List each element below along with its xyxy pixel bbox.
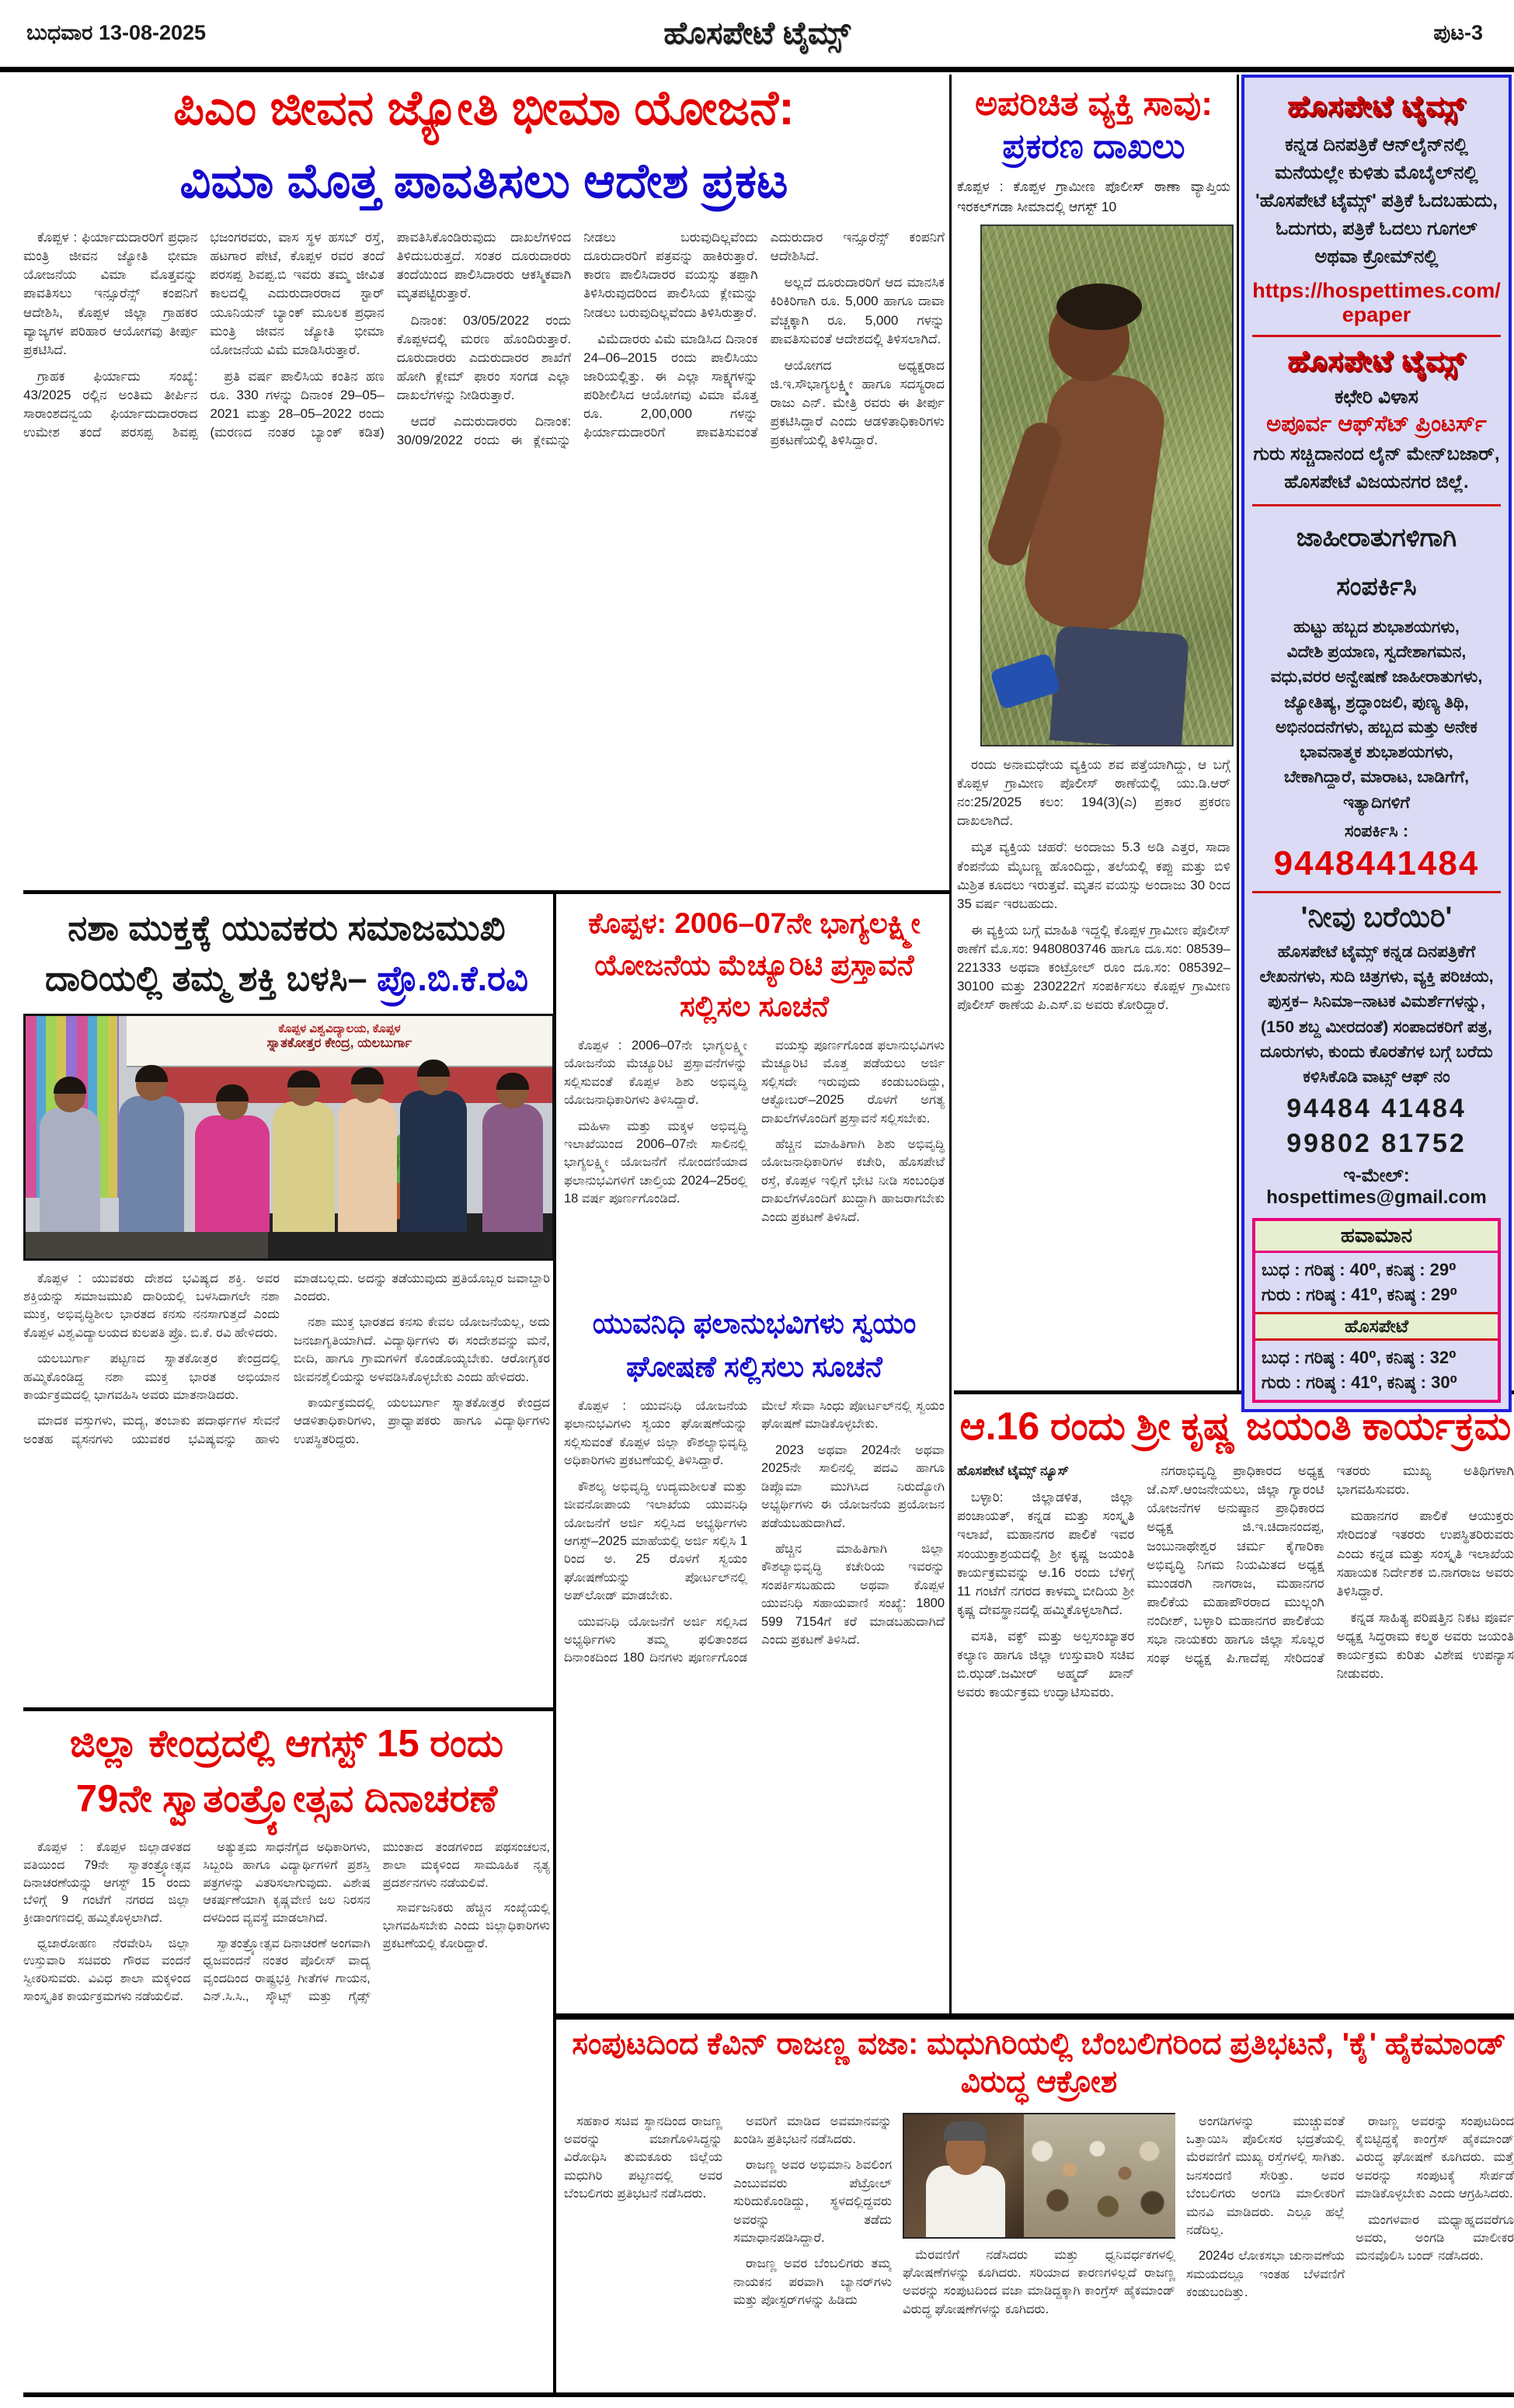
article-paragraph: ಆದರೆ ಎದುರುದಾರರು ದಿನಾಂಕ: 30/09/2022 ರಂದು ಈ ಕ್ಲೇಮನ್ನು ನೀಡಲು ಬರುವುದಿಲ್ಲವೆಂದು ದೂರುದಾರರಿಗೆ ಪತ್ರವನ್ನು ಹಾಕಿರುತ್ತಾರೆ. ಕಾರಣ ಪಾಲಿಸಿದಾರರ ವಯಸ್ಸು ತಪ್ಪಾಗಿ ತಿಳಿಸಿರುವುದರಿಂದ ಪಾಲಿಸಿಯ ಕ್ಲೇಮನ್ನು ನೀಡಲು ಬರುವುದಿಲ್ಲವೆಂದು ತಿಳಿಸಿರುತ್ತಾರೆ. [396,230,758,448]
weather-widget [1252,1218,1501,1403]
article-paragraph: ಹೊಸಪೇಟೆ ಟೈಮ್ಸ್ ನ್ಯೂಸ್ [957,1463,1070,1478]
col-rule-mid [949,75,952,2013]
photo-unidentified-body [980,224,1234,746]
weather-section-koppal [1255,1253,1498,1312]
photo-banner [127,1016,552,1067]
bhagya-headline: ಕೊಪ್ಪಳ: 2006–07ನೇ ಭಾಗ್ಯಲಕ್ಷ್ಮೀ ಯೋಜನೆಯ ಮೆಚ್ಯೂರಿಟಿ ಪ್ರಸ್ತಾವನೆ ಸಲ್ಲಿಸಲ ಸೂಚನೆ [588,907,921,1023]
article-paragraph: ಸ್ವಾತಂತ್ರ್ಯೋತ್ಸವ ದಿನಾಚರಣೆ ಅಂಗವಾಗಿ ಧ್ವಜವಂದನೆ ನಂತರ ಪೊಲೀಸ್ ವಾದ್ಯ ವೃಂದದಿಂದ ರಾಷ್ಟ್ರಭಕ್ತಿ ಗೀತೆಗಳ ಗಾಯನ, ಎನ್.ಸಿ.ಸಿ., ಸ್ಕೌಟ್ಸ್ ಮತ್ತು ಗೈಡ್ಸ್ ಮುಂತಾದ ತಂಡಗಳಿಂದ ಪಥಸಂಚಲನ, ಶಾಲಾ ಮಕ್ಕಳಿಂದ ಸಾಮೂಹಿಕ ನೃತ್ಯ ಪ್ರದರ್ಶನಗಳು ನಡೆಯಲಿವೆ. [203,1841,550,2003]
article-nasha-mukta [23,903,550,1703]
ads-category-line: ಭಾವನಾತ್ಮಕ ಶುಭಾಶಯಗಳು, [1300,743,1453,762]
photo-person-3 [195,1115,270,1232]
death-article-body [957,756,1230,1023]
photo-banner-line1: ಕೊಪ್ಪಳ ವಿಶ್ವವಿದ್ಯಾಲಯ, ಕೊಪ್ಪಳ [278,1021,401,1035]
article-paragraph: ಗ್ರಾಹಕ ಫಿರ್ಯಾದು ಸಂಖ್ಯೆ: 43/2025 ರಲ್ಲಿನ ಅಂತಿಮ ತೀರ್ಪಿನ ಸಾರಾಂಶದನ್ವಯ ಫಿರ್ಯಾದುದಾರರಾದ ಉಮೇಶ ತಂದೆ ಪರಸಪ್ಪ ಶಿವಪ್ಪ ಭಜಂಗರವರು, ವಾಸ ಸ್ಥಳ ಹಸಬ್ ರಸ್ತೆ, ಹಟಗಾರ ಪೇಟೆ, ಕೊಪ್ಪಳ ರವರ ತಂದೆ ಪರಸಪ್ಪ ಶಿವಪ್ಪ.ಬಿ ಇವರು ತಮ್ಮ ಜೀವಿತ ಕಾಲದಲ್ಲಿ ಎದುರುದಾರರಾದ ಸ್ಟಾರ್ ಯೂನಿಯನ್ ಬ್ಯಾಂಕ್ ಮೂಲಕ ಪ್ರಧಾನ ಮಂತ್ರಿ ಜೀವನ ಜ್ಯೋತಿ ಭೀಮಾ ಯೋಜನೆಯ ವಿಮೆ ಮಾಡಿಸಿರುತ್ತಾರೆ. [23,230,385,440]
ads-category-line: ವಿದೇಶಿ ಪ್ರಯಾಣ, ಸ್ವದೇಶಾಗಮನ, [1286,642,1467,662]
article-paragraph: ಪ್ರತಿ ವರ್ಷ ಪಾಲಿಸಿಯ ಕಂತಿನ ಹಣ ರೂ. 330 ಗಳನ್ನು ದಿನಾಂಕ 29–05–2021 ಮತ್ತು 28–05–2022 ರಂದು (ಮರಣದ ನಂತರ ಬ್ಯಾಂಕ್ ಕಡಿತ) ಪಾವತಿಸಿಕೊಂಡಿರುವುದು ದಾಖಲೆಗಳಿಂದ ತಿಳಿದುಬರುತ್ತದೆ. ಸಂತರ ದೂರುದಾರರು ತಂದೆಯಿಂದ ಪಾಲಿಸಿದಾರರು ಆಕಸ್ಮಿಕವಾಗಿ ಮೃತಪಟ್ಟಿರುತ್ತಾರೆ. [210,230,572,440]
contact-phone: 9448441484 [1273,844,1480,882]
article-paragraph: ರಂದು ಅನಾಮಧೇಯ ವ್ಯಕ್ತಿಯ ಶವ ಪತ್ತೆಯಾಗಿದ್ದು, ಆ ಬಗ್ಗೆ ಕೊಪ್ಪಳ ಗ್ರಾಮೀಣ ಪೊಲೀಸ್ ಠಾಣೆಯಲ್ಲಿ ಯು.ಡಿ.ಆರ್ ನಂ:25/2025 ಕಲಂ: 194(3)(ಎ) ಪ್ರಕಾರ ಪ್ರಕರಣ ದಾಖಲಾಗಿದೆ. [957,757,1230,829]
article-paragraph: ಕೊಪ್ಪಳ : ಕೊಪ್ಪಳ ಜಿಲ್ಲಾಡಳಿತದ ವತಿಯಿಂದ 79ನೇ ಸ್ವಾತಂತ್ರ್ಯೋತ್ಸವ ದಿನಾಚರಣೆಯನ್ನು ಆಗಸ್ಟ್ 15 ರಂದು ಬೆಳಿಗ್ಗೆ 9 ಗಂಟೆಗೆ ನಗರದ ಜಿಲ್ಲಾ ಕ್ರೀಡಾಂಗಣದಲ್ಲಿ ಹಮ್ಮಿಕೊಳ್ಳಲಾಗಿದೆ. [23,1841,191,1925]
photo-figure-shorts [1049,625,1189,746]
weather-row: ಬುಧ : ಗರಿಷ್ಠ : 40⁰, ಕನಿಷ್ಠ : 32⁰ [1262,1348,1457,1368]
masthead-title: ಹೊಸಪೇಟೆ ಟೈಮ್ಸ್ [663,16,851,50]
office-address: ಗುರು ಸಚ್ಚಿದಾನಂದ ಲೈನ್ ಮೇನ್‌ಬಜಾರ್, ಹೊಸಪೇಟೆ ವಿಜಯನಗರ ಜಿಲ್ಲೆ. [1253,444,1500,492]
main-headline-line1: ಪಿಎಂ ಜೀವನ ಜ್ಯೋತಿ ಭೀಮಾ ಯೋಜನೆ: [173,82,795,135]
photo-event-group [23,1014,555,1261]
photo-person-5 [338,1098,397,1232]
page-header [0,0,1514,67]
weather-city-hosapete: ಹೊಸಪೇಟೆ [1255,1312,1498,1341]
sidebar-adverts [1241,75,1512,1412]
krishna-article-body [957,1462,1514,1959]
article-pm-jeevan-jyoti [23,78,945,887]
rajanna-columns [564,2113,1514,2408]
politician-shirt [926,2166,1005,2237]
rajanna-col-5 [1356,2113,1514,2408]
article-paragraph: ವಸತಿ, ವಕ್ಫ್ ಮತ್ತು ಅಲ್ಪಸಂಖ್ಯಾತರ ಕಲ್ಯಾಣ ಹಾಗೂ ಜಿಲ್ಲಾ ಉಸ್ತುವಾರಿ ಸಚಿವ ಬಿ.ಝಡ್.ಜಮೀರ್ ಅಹ್ಮದ್ ಖಾನ್ ಅವರು ಕಾರ್ಯಕ್ರಮ ಉದ್ಘಾಟಿಸುವರು. [957,1629,1135,1700]
ads-category-line: ಇತ್ಯಾದಿಗಳಿಗೆ [1343,792,1410,812]
contact-label: ಸಂಪರ್ಕಿಸಿ : [1344,820,1409,840]
photo-person-2 [119,1096,184,1232]
office-address-label: ಕಛೇರಿ ವಿಳಾಸ [1335,386,1418,408]
sidebar-logo-top: ಹೊಸಪೇಟೆ ಟೈಮ್ಸ್ [1287,90,1466,122]
photo-crowd-panel [1024,2114,1175,2237]
article-paragraph: ಅವರಿಗೆ ಮಾಡಿದ ಅವಮಾನವನ್ನು ಖಂಡಿಸಿ ಪ್ರತಿಭಟನೆ ನಡೆಸಿದರು. [733,2114,893,2146]
article-paragraph: ಯುವನಿಧಿ ಯೋಜನೆಗೆ ಅರ್ಜಿ ಸಲ್ಲಿಸಿದ ಅಭ್ಯರ್ಥಿಗಳು ತಮ್ಮ ಫಲಿತಾಂಶದ ದಿನಾಂಕದಿಂದ 180 ದಿನಗಳು ಪೂರ್ಣಗೊಂಡ ಮೇಲೆ ಸೇವಾ ಸಿಂಧು ಪೋರ್ಟಲ್‌ನಲ್ಲಿ ಸ್ವಯಂ ಘೋಷಣೆ ಮಾಡಿಕೊಳ್ಳಬೇಕು. [564,1399,945,1665]
epaper-url: https://hospettimes.com/epaper [1252,279,1501,326]
article-paragraph: ಸಹಕಾರ ಸಚಿವ ಸ್ಥಾನದಿಂದ ರಾಜಣ್ಣ ಅವರನ್ನು ವಜಾಗೊಳಿಸಿದ್ದನ್ನು ವಿರೋಧಿಸಿ ತುಮಕೂರು ಜಿಲ್ಲೆಯ ಮಧುಗಿರಿ ಪಟ್ಟಣದಲ್ಲಿ ಅವರ ಬೆಂಬಲಿಗರು ಪ್ರತಿಭಟನೆ ನಡೆಸಿದರು. [564,2114,723,2201]
printer-name: ಅಪೂರ್ವ ಆಫ್‌ಸೆಟ್ ಪ್ರಿಂಟರ್ಸ್ [1266,412,1487,437]
article-rajanna-protest [564,2026,1514,2387]
independence-article-body [23,1839,550,2368]
article-paragraph: ಅತ್ಯುತ್ತಮ ಸಾಧನೆಗೈದ ಅಧಿಕಾರಿಗಳು, ಸಿಬ್ಬಂದಿ ಹಾಗೂ ವಿದ್ಯಾರ್ಥಿಗಳಿಗೆ ಪ್ರಶಸ್ತಿ ಪತ್ರಗಳನ್ನು ವಿತರಿಸಲಾಗುವುದು. ವಿಶೇಷ ಆಕರ್ಷಣೆಯಾಗಿ ಕೃಷ್ಣವೇಣಿ ಜಲ ನಿರಸನ ದಳದಿಂದ ವ್ಯವಸ್ಥೆ ಮಾಡಲಾಗಿದೆ. [203,1841,371,1925]
email-address: ಇ-ಮೇಲ್: hospettimes@gmail.com [1266,1165,1487,1209]
article-paragraph: ಅಲ್ಲದೆ ದೂರುದಾರರಿಗೆ ಆದ ಮಾನಸಿಕ ಕಿರಿಕಿರಿಗಾಗಿ ರೂ. 5,000 ಹಾಗೂ ದಾವಾ ವೆಚ್ಚಕ್ಕಾಗಿ ರೂ. 5,000 ಗಳನ್ನು ಪಾವತಿಸುವಂತೆ ಆದೇಶದಲ್ಲಿ ತಿಳಿಸಲಾಗಿದೆ. [770,275,945,346]
photo-politician-panel [904,2114,1024,2237]
article-paragraph: ಅಂಗಡಿಗಳನ್ನು ಮುಚ್ಚುವಂತೆ ಒತ್ತಾಯಿಸಿ ಪೊಲೀಸರ ಭದ್ರತೆಯಲ್ಲಿ ಮೆರವಣಿಗೆ ಮುಖ್ಯ ರಸ್ತೆಗಳಲ್ಲಿ ಸಾಗಿತು. ಜನಸಂದಣಿ ಸೇರಿತ್ತು. ಅವರ ಬೆಂಬಲಿಗರು ಅಂಗಡಿ ಮಾಲೀಕರಿಗೆ ಮನವಿ ಮಾಡಿದರು. ಎಲ್ಲೂ ಹಲ್ಲೆ ನಡೆದಿಲ್ಲ. [1185,2114,1345,2238]
death-lead: ಕೊಪ್ಪಳ : ಕೊಪ್ಪಳ ಗ್ರಾಮೀಣ ಪೊಲೀಸ್ ಠಾಣಾ ವ್ಯಾಪ್ತಿಯ ಇರಕಲ್‌ಗಡಾ ಸೀಮಾದಲ್ಲಿ ಆಗಸ್ಟ್ 10 [957,179,1230,214]
ads-category-line: ವಧು,ವರರ ಅನ್ವೇಷಣೆ ಜಾಹೀರಾತುಗಳು, [1270,667,1483,687]
article-paragraph: ಮಹಾನಗರ ಪಾಲಿಕೆ ಆಯುಕ್ತರು ಸೇರಿದಂತೆ ಇತರರು ಉಪಸ್ಥಿತರಿರುವರು ಎಂದು ಕನ್ನಡ ಮತ್ತು ಸಂಸ್ಕೃತಿ ಇಲಾಖೆಯ ಸಹಾಯಕ ನಿರ್ದೇಶಕ ಬಿ.ನಾಗರಾಜ ಅವರು ತಿಳಿಸಿದ್ದಾರೆ. [1336,1508,1514,1599]
article-paragraph: ಧ್ವಜಾರೋಹಣ ನೆರವೇರಿಸಿ ಜಿಲ್ಲಾ ಉಸ್ತುವಾರಿ ಸಚಿವರು ಗೌರವ ವಂದನೆ ಸ್ವೀಕರಿಸುವರು. ವಿವಿಧ ಶಾಲಾ ಮಕ್ಕಳಿಂದ ಸಾಂಸ್ಕೃತಿಕ ಕಾರ್ಯಕ್ರಮಗಳು ನಡೆಯಲಿವೆ. [23,1936,191,2003]
article-paragraph: ಕೊಪ್ಪಳ : ಯುವನಿಧಿ ಯೋಜನೆಯ ಫಲಾನುಭವಿಗಳು ಸ್ವಯಂ ಘೋಷಣೆಯನ್ನು ಸಲ್ಲಿಸುವಂತೆ ಕೊಪ್ಪಳ ಜಿಲ್ಲಾ ಕೌಶಲ್ಯಾಭಿವೃದ್ಧಿ ಅಧಿಕಾರಿಗಳು ಪ್ರಕಟಣೆಯಲ್ಲಿ ತಿಳಿಸಿದ್ದಾರೆ. [564,1399,747,1468]
main-article-body [23,228,945,864]
article-paragraph: ರಾಜಣ್ಣ ಅವರ ಬೆಂಬಲಿಗರು ತಮ್ಮ ನಾಯಕನ ಪರವಾಗಿ ಬ್ಯಾನರ್‌ಗಳು ಮತ್ತು ಪೋಸ್ಟರ್‌ಗಳನ್ನು ಹಿಡಿದು [733,2257,893,2308]
article-paragraph: ಕೊಪ್ಪಳ : 2006–07ನೇ ಭಾಗ್ಯಲಕ್ಷ್ಮೀ ಯೋಜನೆಯ ಮೆಚ್ಯೂರಿಟಿ ಪ್ರಸ್ತಾವನೆಗಳನ್ನು ಸಲ್ಲಿಸುವಂತೆ ಕೊಪ್ಪಳ ಶಿಶು ಅಭಿವೃದ್ಧಿ ಯೋಜನಾಧಿಕಾರಿಗಳು ತಿಳಿಸಿದ್ದಾರೆ. [564,1038,747,1108]
article-paragraph: 2024ರ ಲೋಕಸಭಾ ಚುನಾವಣೆಯ ಸಮಯದಲ್ಲೂ ಇಂತಹ ಬೆಳವಣಿಗೆ ಕಂಡುಬಂದಿತ್ತು. [1185,2249,1345,2300]
rule-under-main [23,890,949,894]
article-yuvanidhi [564,1302,945,2005]
article-paragraph: ಮಾದಕ ವಸ್ತುಗಳು, ಮದ್ಯ, ತಂಬಾಕು ಪದಾರ್ಥಗಳ ಸೇವನೆ ಅಂತಹ ವ್ಯಸನಗಳು ಯುವಕರ ಭವಿಷ್ಯವನ್ನು ಹಾಳು ಮಾಡಬಲ್ಲದು. ಅದನ್ನು ತಡೆಯುವುದು ಪ್ರತಿಯೊಬ್ಬರ ಜವಾಬ್ದಾರಿ ಎಂದರು. [23,1271,550,1446]
article-paragraph: ಕಾರ್ಯಕ್ರಮದಲ್ಲಿ ಯಲಬುರ್ಗಾ ಸ್ನಾತಕೋತ್ತರ ಕೇಂದ್ರದ ಆಡಳಿತಾಧಿಕಾರಿಗಳು, ಪ್ರಾಧ್ಯಾಪಕರು ಹಾಗೂ ವಿದ್ಯಾರ್ಥಿಗಳು ಉಪಸ್ಥಿತರಿದ್ದರು. [294,1396,550,1446]
rule-above-rajanna [556,2013,1514,2020]
article-paragraph: ಕನ್ನಡ ಸಾಹಿತ್ಯ ಪರಿಷತ್ತಿನ ನಿಕಟ ಪೂರ್ವ ಅಧ್ಯಕ್ಷ ಸಿದ್ಧರಾಮ ಕಲ್ಮಠ ಅವರು ಜಯಂತಿ ಕಾರ್ಯಕ್ರಮ ಕುರಿತು ವಿಶೇಷ ಉಪನ್ಯಾಸ ನೀಡುವರು. [1336,1609,1514,1682]
article-paragraph: ವಿಮೆದಾರರು ವಿಮೆ ಮಾಡಿಸಿದ ದಿನಾಂಕ 24–06–2015 ರಂದು ಪಾಲಿಸಿಯು ಜಾರಿಯಲ್ಲಿತ್ತು. ಈ ಎಲ್ಲಾ ಸಾಕ್ಷ್ಯಗಳನ್ನು ಪರಿಶೀಲಿಸಿದ ಆಯೋಗವು ವಿಮಾ ಮೊತ್ತ ರೂ. 2,00,000 ಗಳನ್ನು ಫಿರ್ಯಾದುದಾರರಿಗೆ ಪಾವತಿಸುವಂತೆ ಎದುರುದಾರ ಇನ್ಸೂರೆನ್ಸ್ ಕಂಪನಿಗೆ ಆದೇಶಿಸಿದೆ. [583,230,945,440]
krishna-headline: ಆ.16 ರಂದು ಶ್ರೀ ಕೃಷ್ಣ ಜಯಂತಿ ಕಾರ್ಯಕ್ರಮ [959,1404,1512,1448]
ads-category-line: ಅಭಿನಂದನೆಗಳು, ಹಬ್ಬದ ಮತ್ತು ಅನೇಕ [1276,717,1477,736]
photo-person-1 [40,1108,100,1232]
article-paragraph: 2023 ಅಥವಾ 2024ನೇ ಅಥವಾ 2025ನೇ ಸಾಲಿನಲ್ಲಿ ಪದವಿ ಹಾಗೂ ಡಿಪ್ಲೊಮಾ ಮುಗಿಸಿದ ನಿರುದ್ಯೋಗಿ ಅಭ್ಯರ್ಥಿಗಳು ಈ ಯೋಜನೆಯ ಪ್ರಯೋಜನ ಪಡೆಯಬಹುದಾಗಿದೆ. [761,1442,945,1530]
whatsapp-number-1: 94484 41484 [1286,1094,1467,1124]
article-paragraph: ರಾಜಣ್ಣ ಅವರ ಅಭಿಮಾನಿ ಶಿವಲಿಂಗ ಎಂಬುವವರು ಪೆಟ್ರೋಲ್ ಸುರಿದುಕೊಂಡಿದ್ದು, ಸ್ಥಳದಲ್ಲಿದ್ದವರು ಅವರನ್ನು ತಡೆದು ಸಮಾಧಾನಪಡಿಸಿದ್ದಾರೆ. [733,2158,893,2246]
independence-headline-line2: 79ನೇ ಸ್ವಾತಂತ್ರ್ಯೋತ್ಸವ ದಿನಾಚರಣೆ [75,1778,498,1821]
rajanna-col-3 [903,2113,1175,2408]
rajanna-col-1 [564,2113,722,2408]
epaper-promo-text: ಕನ್ನಡ ದಿನಪತ್ರಿಕೆ ಆನ್‌ಲೈನ್‌ನಲ್ಲಿ ಮನೆಯಲ್ಲೇ ಕುಳಿತು ಮೊಬೈಲ್‌ನಲ್ಲಿ 'ಹೊಸಪೇಟೆ ಟೈಮ್ಸ್' ಪತ್ರಿಕೆ ಓದಬಹುದು, ಓದುಗರು, ಪತ್ರಿಕೆ ಓದಲು ಗೂಗಲ್ ಅಥವಾ ಕ್ರೋಮ್‌ನಲ್ಲಿ [1255,134,1498,267]
rajanna-headline: ಸಂಪುಟದಿಂದ ಕೆವಿನ್ ರಾಜಣ್ಣ ವಜಾ: ಮಧುಗಿರಿಯಲ್ಲಿ ಬೆಂಬಲಿಗರಿಂದ ಪ್ರತಿಭಟನೆ, 'ಕೈ' ಹೈಕಮಾಂಡ್ ವಿರುದ್ಧ ಆಕ್ರೋಶ [572,2027,1506,2099]
bhagya-article-body [564,1037,945,1270]
ads-heading-line2: ಸಂಪರ್ಕಿಸಿ [1336,572,1417,601]
ads-category-list [1252,614,1501,815]
ads-category-line: ಬೇಕಾಗಿದ್ದಾರೆ, ಮಾರಾಟ, ಬಾಡಿಗೆಗೆ, [1283,767,1470,787]
photo-rajanna-and-protest [903,2113,1175,2239]
rajanna-col-2 [733,2113,892,2408]
article-independence-day [23,1717,550,2385]
article-paragraph: ಕೊಪ್ಪಳ : ಫಿರ್ಯಾದುದಾರರಿಗೆ ಪ್ರಧಾನ ಮಂತ್ರಿ ಜೀವನ ಜ್ಯೋತಿ ಭೀಮಾ ಯೋಜನೆಯ ವಿಮಾ ಮೊತ್ತವನ್ನು ಪಾವತಿಸಲು ಇನ್ಸೂರೆನ್ಸ್ ಕಂಪನಿಗೆ ಆದೇಶಿಸಿ, ಕೊಪ್ಪಳ ಜಿಲ್ಲಾ ಗ್ರಾಹಕರ ವ್ಯಾಜ್ಯಗಳ ಪರಿಹಾರ ಆಯೋಗವು ತೀರ್ಪು ಪ್ರಕಟಿಸಿದೆ. [23,230,198,357]
article-paragraph: ಬಳ್ಳಾರಿ: ಜಿಲ್ಲಾಡಳಿತ, ಜಿಲ್ಲಾ ಪಂಚಾಯತ್, ಕನ್ನಡ ಮತ್ತು ಸಂಸ್ಕೃತಿ ಇಲಾಖೆ, ಮಹಾನಗರ ಪಾಲಿಕೆ ಇವರ ಸಂಯುಕ್ತಾಶ್ರಯದಲ್ಲಿ ಶ್ರೀ ಕೃಷ್ಣ ಜಯಂತಿ ಕಾರ್ಯಕ್ರಮವನ್ನು ಆ.16 ರಂದು ಬೆಳಿಗ್ಗೆ 11 ಗಂಟೆಗೆ ನಗರದ ಕಾಳಮ್ಮ ಬೀದಿಯ ಶ್ರೀ ಕೃಷ್ಣ ದೇವಸ್ಥಾನದಲ್ಲಿ ಹಮ್ಮಿಕೊಳ್ಳಲಾಗಿದೆ. [957,1490,1135,1617]
photo-person-6 [400,1091,467,1232]
article-paragraph: ಮೃತ ವ್ಯಕ್ತಿಯ ಚಹರೆ: ಅಂದಾಜು 5.3 ಅಡಿ ಎತ್ತರ, ಸಾದಾ ಕೆಂಪನೆಯ ಮೈಬಣ್ಣ ಹೊಂದಿದ್ದು, ತಲೆಯಲ್ಲಿ ಕಪ್ಪು ಮತ್ತು ಬಿಳಿ ಮಿಶ್ರಿತ ಕೂದಲು ಇರುತ್ತವೆ. ಮೃತನ ವಯಸ್ಸು ಅಂದಾಜು 30 ರಿಂದ 35 ವರ್ಷ ಇರಬಹುದು. [957,840,1230,911]
article-paragraph: ರಾಜಣ್ಣ ಅವರನ್ನು ಸಂಪುಟದಿಂದ ಕೈಬಿಟ್ಟಿದ್ದಕ್ಕೆ ಕಾಂಗ್ರೆಸ್ ಹೈಕಮಾಂಡ್ ವಿರುದ್ಧ ಘೋಷಣೆ ಕೂಗಿದರು. ಮತ್ತೆ ಅವರನ್ನು ಸಂಪುಟಕ್ಕೆ ಸೇರ್ಪಡೆ ಮಾಡಿಕೊಳ್ಳಬೇಕು ಎಂದು ಆಗ್ರಹಿಸಿದರು. [1355,2114,1514,2201]
article-paragraph: ಮಂಗಳವಾರ ಮಧ್ಯಾಹ್ನದವರೆಗೂ ಅವರು, ಅಂಗಡಿ ಮಾಲೀಕರ ಮನವೊಲಿಸಿ ಬಂದ್ ನಡೆಸಿದರು. [1355,2212,1514,2264]
sidebar-divider [1252,891,1501,893]
article-paragraph: ಹೆಚ್ಚಿನ ಮಾಹಿತಿಗಾಗಿ ಜಿಲ್ಲಾ ಕೌಶಲ್ಯಾಭಿವೃದ್ಧಿ ಕಚೇರಿಯ ಇವರನ್ನು ಸಂಪರ್ಕಿಸಬಹುದು ಅಥವಾ ಕೊಪ್ಪಳ ಯುವನಿಧಿ ಸಹಾಯವಾಣಿ ಸಂಖ್ಯೆ: 1800 599 7154ಗೆ ಕರೆ ಮಾಡಬಹುದಾಗಿದೆ ಎಂದು ಪ್ರಕಟಣೆ ತಿಳಿಸಿದೆ. [761,1541,945,1648]
nasha-headline-text: ನಶಾ ಮುಕ್ತಕ್ಕೆ ಯುವಕರು ಸಮಾಜಮುಖಿ ದಾರಿಯಲ್ಲಿ ತಮ್ಮ ಶಕ್ತಿ ಬಳಸಿ– [45,908,506,999]
sidebar-logo-second: ಹೊಸಪೇಟೆ ಟೈಮ್ಸ್ [1287,345,1466,377]
article-paragraph: ನಶಾ ಮುಕ್ತ ಭಾರತದ ಕನಸು ಕೇವಲ ಯೋಜನೆಯಲ್ಲ, ಅದು ಜನಜಾಗೃತಿಯಾಗಿದೆ. ವಿದ್ಯಾರ್ಥಿಗಳು ಈ ಸಂದೇಶವನ್ನು ಮನೆ, ಬೀದಿ, ಹಾಗೂ ಗ್ರಾಮಗಳಿಗೆ ಕೊಂಡೊಯ್ಯಬೇಕು. ಆರೋಗ್ಯಕರ ಜೀವನಶೈಲಿಯನ್ನು ಅಳವಡಿಸಿಕೊಳ್ಳಬೇಕು ಎಂದು ಹೇಳಿದರು. [294,1315,550,1384]
rajanna-col-3-text [903,2246,1175,2319]
article-paragraph: ಆಯೋಗದ ಅಧ್ಯಕ್ಷರಾದ ಜಿ.ಇ.ಸೌಭಾಗ್ಯಲಕ್ಷ್ಮೀ ಹಾಗೂ ಸದಸ್ಯರಾದ ರಾಜು ಎನ್. ಮೇತ್ರಿ ರವರು ಈ ತೀರ್ಪು ಪ್ರಕಟಿಸಿದ್ದಾರೆ ಎಂದು ಆಡಳಿತಾಧಿಕಾರಿಗಳು ಪ್ರಕಟಣೆಯಲ್ಲಿ ತಿಳಿಸಿದ್ದಾರೆ. [770,357,945,448]
photo-person-4 [273,1101,335,1232]
photo-person-7 [482,1104,543,1232]
nasha-article-body [23,1270,550,1665]
weather-row: ಗುರು : ಗರಿಷ್ಠ : 41⁰, ಕನಿಷ್ಠ : 30⁰ [1262,1372,1458,1392]
ads-heading-line1: ಜಾಹೀರಾತುಗಳಿಗಾಗಿ [1296,523,1457,552]
independence-headline-line1: ಜಿಲ್ಲಾ ಕೇಂದ್ರದಲ್ಲಿ ಆಗಸ್ಟ್ 15 ರಂದು [69,1723,504,1765]
ads-category-line: ಹುಟ್ಟು ಹಬ್ಬದ ಶುಭಾಶಯಗಳು, [1293,617,1460,636]
article-paragraph: ವಯಸ್ಸು ಪೂರ್ಣಗೊಂಡ ಫಲಾನುಭವಿಗಳು ಮೆಚ್ಯೂರಿಟಿ ಮೊತ್ತ ಪಡೆಯಲು ಅರ್ಜಿ ಸಲ್ಲಿಸದೇ ಇರುವುದು ಕಂಡುಬಂದಿದ್ದು, ಆಕ್ಟೋಬರ್–2025 ರೊಳಗೆ ಅಗತ್ಯ ದಾಖಲೆಗಳೊಂದಿಗೆ ಪ್ರಸ್ತಾವನೆ ಸಲ್ಲಿಸಬೇಕು. [761,1038,945,1126]
article-paragraph: ಕೌಶಲ್ಯ ಅಭಿವೃದ್ಧಿ ಉದ್ಯಮಶೀಲತೆ ಮತ್ತು ಜೀವನೋಪಾಯ ಇಲಾಖೆಯ ಯುವನಿಧಿ ಯೋಜನೆಗೆ ಅರ್ಜಿ ಸಲ್ಲಿಸಿದ ಅಭ್ಯರ್ಥಿಗಳು ಆಗಸ್ಟ್–2025 ಮಾಹೆಯಲ್ಲಿ ಅರ್ಜಿ ಸಲ್ಲಿಸಿ 1 ರಿಂದ ಅ. 25 ರೊಳಗೆ ಸ್ವಯಂ ಘೋಷಣೆಯನ್ನು ಪೋರ್ಟಲ್‌ನಲ್ಲಿ ಅಪ್‌ಲೋಡ್ ಮಾಡಬೇಕು. [564,1479,747,1603]
article-paragraph: ನಗರಾಭಿವೃದ್ಧಿ ಪ್ರಾಧಿಕಾರದ ಅಧ್ಯಕ್ಷ ಜೆ.ಎಸ್.ಆಂಜನೇಯಲು, ಜಿಲ್ಲಾ ಗ್ಯಾರಂಟಿ ಯೋಜನೆಗಳ ಅನುಷ್ಠಾನ ಪ್ರಾಧಿಕಾರದ ಅಧ್ಯಕ್ಷ ಜಿ.ಇ.ಚಿದಾನಂದಪ್ಪ, ಜಂಬುನಾಥೇಶ್ವರ ಚರ್ಮ ಕೈಗಾರಿಕಾ ಅಭಿವೃದ್ಧಿ ನಿಗಮ ನಿಯಮಿತದ ಅಧ್ಯಕ್ಷ ಮುಂಡರಗಿ ನಾಗರಾಜ, ಮಹಾನಗರ ಪಾಲಿಕೆಯ ಮಹಾಪೌರರಾದ ಮುಲ್ಲಂಗಿ ನಂದೀಶ್, ಬಳ್ಳಾರಿ ಮಹಾನಗರ ಪಾಲಿಕೆಯ ಸಭಾ ನಾಯಕರು ಹಾಗೂ ಜಿಲ್ಲಾ ಸೊಲ್ಲರ ಸಂಘ ಅಧ್ಯಕ್ಷ ಪಿ.ಗಾದೆಪ್ಪ ಸೇರಿದಂತೆ ಇತರರು ಮುಖ್ಯ ಅತಿಥಿಗಳಾಗಿ ಭಾಗವಹಿಸುವರು. [1147,1463,1514,1666]
weather-row: ಗುರು : ಗರಿಷ್ಠ : 41⁰, ಕನಿಷ್ಠ : 29⁰ [1262,1285,1458,1305]
main-headline-line2: ವಿಮಾ ಮೊತ್ತ ಪಾವತಿಸಲು ಆದೇಶ ಪ್ರಕಟ [179,154,788,208]
article-paragraph: ಹೆಚ್ಚಿನ ಮಾಹಿತಿಗಾಗಿ ಶಿಶು ಅಭಿವೃದ್ಧಿ ಯೋಜನಾಧಿಕಾರಿಗಳ ಕಚೇರಿ, ಹೊಸಪೇಟೆ ರಸ್ತೆ, ಕೊಪ್ಪಳ ಇಲ್ಲಿಗೆ ಭೇಟಿ ನೀಡಿ ಸಂಬಂಧಿತ ದಾಖಲೆಗಳೊಂದಿಗೆ ಖುದ್ದಾಗಿ ಹಾಜರಾಗಬೇಕು ಎಂದು ಪ್ರಕಟಣೆ ತಿಳಿಸಿದೆ. [761,1137,945,1224]
photo-banner-line2: ಸ್ನಾತಕೋತ್ತರ ಕೇಂದ್ರ, ಯಲಬುರ್ಗಾ [266,1035,412,1050]
article-paragraph: ಈ ವ್ಯಕ್ತಿಯ ಬಗ್ಗೆ ಮಾಹಿತಿ ಇದ್ದಲ್ಲಿ ಕೊಪ್ಪಳ ಗ್ರಾಮೀಣ ಪೊಲೀಸ್ ಠಾಣೆಗೆ ಮೊ.ಸಂ: 9480803746 ಹಾಗೂ ದೂ.ಸಂ: 08539–221333 ಅಥವಾ ಕಂಟ್ರೋಲ್ ರೂಂ ದೂ.ಸಂ: 085392–30100 ಮತ್ತು 230222ಗೆ ಸಂಪರ್ಕಿಸಲು ಕೊಪ್ಪಳ ಗ್ರಾಮೀಣ ಪೊಲೀಸ್ ಠಾಣೆಯ ಪಿ.ಎಸ್.ಐ ಅವರು ಕೋರಿದ್ದಾರೆ. [957,922,1230,1013]
nasha-speaker-name: ಪ್ರೊ.ಬಿ.ಕೆ.ರವಿ [377,959,528,999]
sidebar-divider [1252,335,1501,337]
photo-figure-hair [1056,284,1142,330]
death-headline-line2: ಪ್ರಕರಣ ದಾಖಲು [1002,127,1185,166]
article-paragraph: ಮಹಿಳಾ ಮತ್ತು ಮಕ್ಕಳ ಅಭಿವೃದ್ಧಿ ಇಲಾಖೆಯಿಂದ 2006–07ನೇ ಸಾಲಿನಲ್ಲಿ ಭಾಗ್ಯಲಕ್ಷ್ಮೀ ಯೋಜನೆಗೆ ನೋಂದಣಿಯಾದ ಫಲಾನುಭವಿಗಳಿಗೆ ಚಾಲ್ತಿಯ 2024–25ರಲ್ಲಿ 18 ವರ್ಷ ಪೂರ್ಣಗೊಂಡಿದೆ. [564,1119,747,1206]
ads-category-line: ಜ್ಯೋತಿಷ್ಯ, ಶ್ರದ್ಧಾಂಜಲಿ, ಪುಣ್ಯ ತಿಥಿ, [1284,692,1469,712]
article-paragraph: ದಿನಾಂಕ: 03/05/2022 ರಂದು ಕೊಪ್ಪಳದಲ್ಲಿ ಮರಣ ಹೊಂದಿರುತ್ತಾರೆ. ದೂರುದಾರರು ಎದುರುದಾರರ ಶಾಖೆಗೆ ಹೋಗಿ ಕ್ಲೇಮ್ ಫಾರಂ ಸಂಗಡ ಎಲ್ಲಾ ದಾಖಲೆಗಳನ್ನು ನೀಡಿರುತ್ತಾರೆ. [396,312,572,403]
header-rule [0,67,1514,72]
photo-red-banner [142,1067,552,1103]
weather-title: ಹವಾಮಾನ [1255,1221,1498,1253]
sidebar-divider [1252,504,1501,506]
you-write-body: ಹೊಸಪೇಟೆ ಟೈಮ್ಸ್ ಕನ್ನಡ ದಿನಪತ್ರಿಕೆಗೆ ಲೇಖನಗಳು, ಸುದಿ ಚಿತ್ರಗಳು, ವ್ಯಕ್ತಿ ಪರಿಚಯ, ಪುಸ್ತಕ– ಸಿನಿಮಾ–ನಾಟಕ ವಿಮರ್ಶೆಗಳನ್ನು,(150 ಶಬ್ದ ಮೀರದಂತೆ) ಸಂಪಾದಕರಿಗೆ ಪತ್ರ, ದೂರುಗಳು, ಕುಂದು ಕೊರತೆಗಳ ಬಗ್ಗೆ ಬರೆದು ಕಳಿಸಿಕೊಡಿ ವಾಟ್ಸ್ ಆಫ್ ನಂ [1259,941,1494,1087]
article-paragraph: ಯಲಬುರ್ಗಾ ಪಟ್ಟಣದ ಸ್ನಾತಕೋತ್ತರ ಕೇಂದ್ರದಲ್ಲಿ ಹಮ್ಮಿಕೊಂಡಿದ್ದ ನಶಾ ಮುಕ್ತ ಭಾರತ ಅಭಿಯಾನ ಕಾರ್ಯಕ್ರಮದಲ್ಲಿ ಭಾಗವಹಿಸಿ ಅವರು ಮಾತನಾಡಿದರು. [23,1352,280,1403]
politician-hair [944,2121,987,2141]
rajanna-col-4 [1186,2113,1345,2408]
yuvanidhi-headline: ಯುವನಿಧಿ ಫಲಾನುಭವಿಗಳು ಸ್ವಯಂ ಘೋಷಣೆ ಸಲ್ಲಿಸಲು ಸೂಚನೆ [592,1307,917,1383]
you-write-title: 'ನೀವು ಬರೆಯಿರಿ' [1300,900,1453,933]
article-krishna-jayanti [957,1403,1514,2009]
article-bhagyalakshmi [564,903,945,1291]
nasha-headline [23,903,550,1004]
weather-row: ಬುಧ : ಗರಿಷ್ಠ : 40⁰, ಕನಿಷ್ಠ : 29⁰ [1262,1260,1457,1280]
yuvanidhi-article-body [564,1397,945,1972]
weather-section-hosapete [1255,1341,1498,1400]
page-number: ಪುಟ-3 [1433,21,1483,44]
death-headline-line1: ಅಪರಿಚಿತ ವ್ಯಕ್ತಿ ಸಾವು: [975,85,1213,123]
whatsapp-number-2: 99802 81752 [1286,1129,1467,1159]
article-paragraph: ಕೊಪ್ಪಳ : ಯುವಕರು ದೇಶದ ಭವಿಷ್ಯದ ಶಕ್ತಿ. ಅವರ ಶಕ್ತಿಯನ್ನು ಸಮಾಜಮುಖಿ ದಾರಿಯಲ್ಲಿ ಬಳಸಿದಾಗಲೇ ನಶಾ ಮುಕ್ತ, ಅಭಿವೃದ್ಧಿಶೀಲ ಭಾರತದ ಕನಸು ನನಸಾಗುತ್ತದೆ ಎಂದು ಕೊಪ್ಪಳ ವಿಶ್ವವಿದ್ಯಾಲಯದ ಕುಲಪತಿ ಪ್ರೊ. ಬಿ.ಕೆ. ರವಿ ಹೇಳಿದರು. [23,1271,280,1340]
article-unidentified-death [957,81,1230,1386]
col-rule-right [1237,75,1239,1390]
edition-date: ಬುಧವಾರ 13-08-2025 [26,21,207,44]
article-paragraph: ಮೆರವಣಿಗೆ ನಡೆಸಿದರು ಮತ್ತು ಧ್ವನಿವರ್ಧಕಗಳಲ್ಲಿ ಘೋಷಣೆಗಳನ್ನು ಕೂಗಿದರು. ಸರಿಯಾದ ಕಾರಣಗಳಿಲ್ಲದೆ ರಾಜಣ್ಣ ಅವರನ್ನು ಸಂಪುಟದಿಂದ ವಜಾ ಮಾಡಿದ್ದಕ್ಕಾಗಿ ಕಾಂಗ್ರೆಸ್ ಹೈಕಮಾಂಡ್ ವಿರುದ್ಧ ಘೋಷಣೆಗಳನ್ನು ಕೂಗಿದರು. [903,2247,1175,2316]
rule-above-independence [23,1707,553,1711]
article-paragraph: ಸಾರ್ವಜನಿಕರು ಹೆಚ್ಚಿನ ಸಂಖ್ಯೆಯಲ್ಲಿ ಭಾಗವಹಿಸಬೇಕು ಎಂದು ಜಿಲ್ಲಾಧಿಕಾರಿಗಳು ಪ್ರಕಟಣೆಯಲ್ಲಿ ಕೋರಿದ್ದಾರೆ. [382,1902,550,1950]
